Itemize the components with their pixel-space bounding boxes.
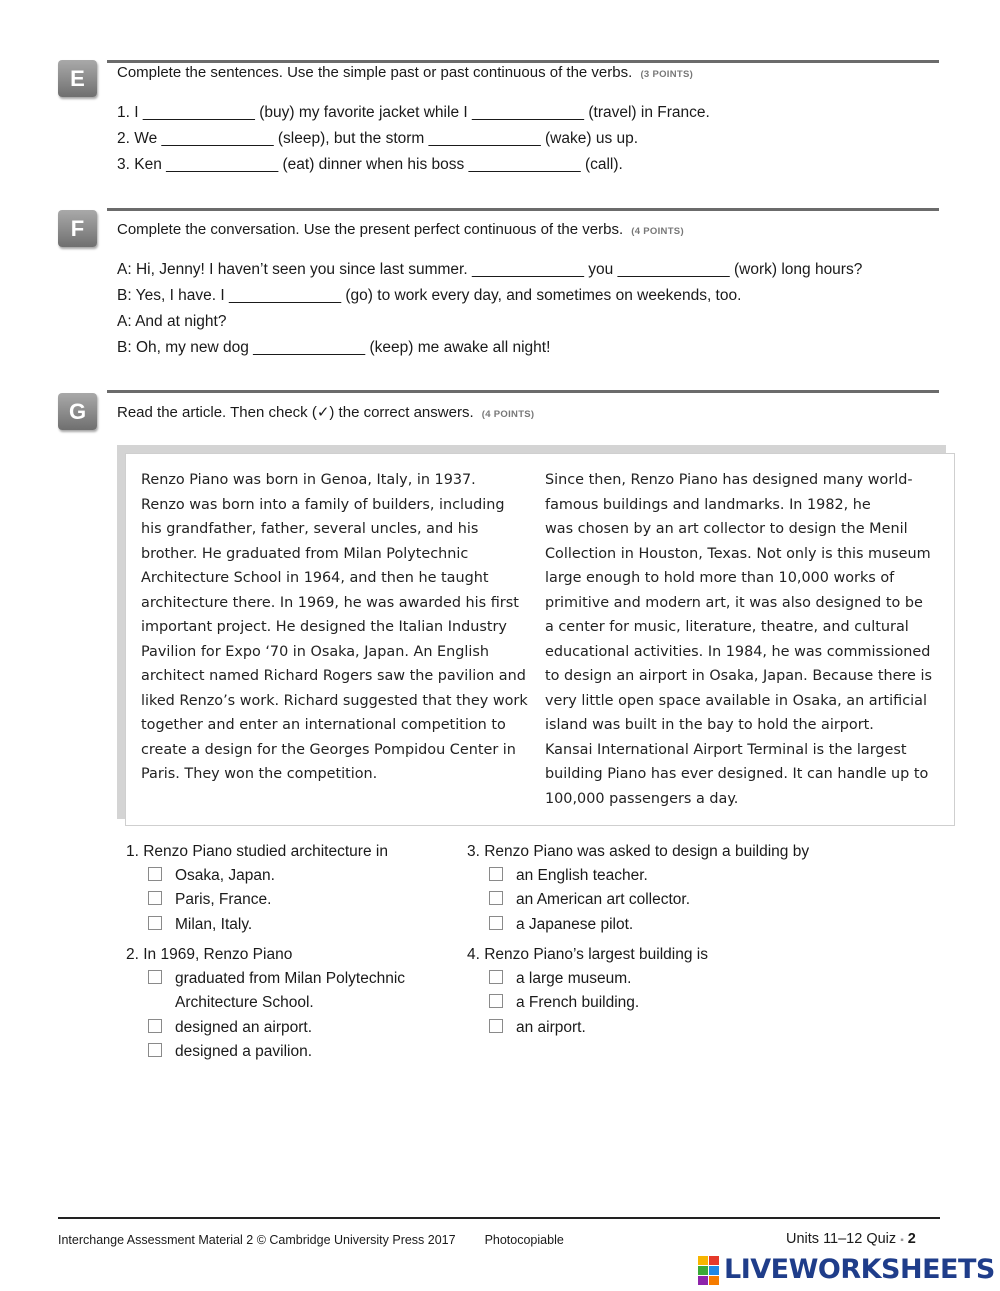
article-line: Pavilion for Expo ‘70 in Osaka, Japan. An English (141, 643, 489, 660)
section-f-rule (107, 208, 939, 211)
question-2-option-3-label: designed a pavilion. (175, 1043, 313, 1060)
article-line: Paris. They won the competition. (141, 766, 378, 782)
article-line: very little open space available in Osaka, an artificial (545, 692, 927, 709)
liveworksheets-blocks-icon (698, 1256, 720, 1286)
question-3-option-2-label: an American art collector. (516, 891, 691, 908)
question-3-option-1-checkbox[interactable] (489, 867, 503, 881)
question-4-option-1-checkbox[interactable] (489, 970, 503, 984)
article-line: primitive and modern art, it was also designed to be (545, 594, 923, 611)
article-line: architecture there. In 1969, he was awarded his first (141, 594, 519, 611)
question-2-option-3-checkbox[interactable] (148, 1043, 162, 1057)
question-4-prompt: 4. Renzo Piano’s largest building is (467, 946, 708, 963)
footer-quiz-label: Units 11–12 Quiz (786, 1231, 897, 1247)
section-f-instruction (117, 221, 684, 238)
question-3-option-3-label: a Japanese pilot. (516, 916, 634, 933)
article-line: a center for music, literature, theatre, and cultural (545, 619, 909, 635)
question-2-option-1-continuation: Architecture School. (175, 994, 314, 1011)
article-line: important project. He designed the Italian Industry (141, 619, 507, 635)
question-4-option-2-label: a French building. (516, 994, 640, 1011)
article-line: architect named Richard Rogers saw the pavilion and (141, 668, 526, 684)
article-right-column (545, 468, 932, 811)
question-4-option-3-label: an airport. (516, 1019, 586, 1036)
section-g-badge: G (58, 393, 97, 430)
section-e-line-1[interactable]: 1. I _____________ (buy) my favorite jacket while I _____________ (travel) in France. (117, 104, 710, 121)
article-line: famous buildings and landmarks. In 1982, he (545, 496, 871, 513)
section-g-rule (107, 390, 939, 393)
section-e-instruction-text: Complete the sentences. Use the simple past or past continuous of the verbs. (117, 64, 633, 81)
liveworksheets-logo[interactable] (698, 1254, 998, 1288)
section-f-instruction-text: Complete the conversation. Use the present perfect continuous of the verbs. (117, 221, 624, 238)
footer-rule (58, 1217, 940, 1219)
question-2-option-2-checkbox[interactable] (148, 1019, 162, 1033)
article-line: create a design for the Georges Pompidou Center in (141, 741, 516, 758)
section-g-instruction (117, 403, 534, 421)
section-e-line-3[interactable]: 3. Ken _____________ (eat) dinner when his boss _____________ (call). (117, 156, 623, 173)
section-e-instruction (117, 64, 693, 81)
question-1-option-3-checkbox[interactable] (148, 916, 162, 930)
question-1-prompt: 1. Renzo Piano studied architecture in (126, 843, 388, 860)
article-line: brother. He graduated from Milan Polytechnic (141, 545, 469, 562)
question-3-option-3-checkbox[interactable] (489, 916, 503, 930)
question-1-option-3-label: Milan, Italy. (175, 916, 253, 933)
question-4-option-3-checkbox[interactable] (489, 1019, 503, 1033)
page-number: 2 (907, 1231, 916, 1247)
article-line: large enough to hold more than 10,000 works of (545, 570, 895, 586)
question-4-option-1-label: a large museum. (516, 970, 632, 987)
article-line: building Piano has ever designed. It can handle up to (545, 766, 929, 782)
article-line: 100,000 passengers a day. (545, 790, 739, 807)
section-e-points: (3 POINTS) (640, 69, 694, 80)
article-line: to design an airport in Osaka, Japan. Because there is (545, 668, 932, 684)
question-4-option-2-checkbox[interactable] (489, 994, 503, 1008)
question-1-option-2-checkbox[interactable] (148, 891, 162, 905)
footer-copyright: Interchange Assessment Material 2 © Cambridge University Press 2017 (58, 1233, 456, 1247)
section-f-line-1[interactable]: A: Hi, Jenny! I haven’t seen you since last summer. _____________ you _____________ (work) long hours? (117, 261, 863, 278)
article-left-column (141, 468, 528, 787)
question-3-option-2-checkbox[interactable] (489, 891, 503, 905)
liveworksheets-logo-text: LIVEWORKSHEETS (724, 1254, 995, 1285)
article-line: liked Renzo’s work. Richard suggested that they work (141, 692, 528, 709)
question-3-prompt: 3. Renzo Piano was asked to design a building by (467, 843, 810, 860)
question-2-option-1-label: graduated from Milan Polytechnic (175, 970, 406, 987)
section-e-badge: E (58, 60, 97, 97)
article-line: island was built in the bay to hold the airport. (545, 717, 874, 733)
section-f-points: (4 POINTS) (631, 226, 684, 237)
question-2-option-1-checkbox[interactable] (148, 970, 162, 984)
footer-left (58, 1233, 564, 1247)
section-f-line-3: A: And at night? (117, 313, 227, 330)
question-1-option-1-checkbox[interactable] (148, 867, 162, 881)
section-f-line-4[interactable]: B: Oh, my new dog _____________ (keep) me awake all night! (117, 339, 551, 356)
footer-right (786, 1231, 916, 1247)
section-g-instruction-text: Read the article. Then check (✓) the correct answers. (117, 404, 474, 421)
article-line: his grandfather, father, several uncles, and his (141, 521, 479, 537)
article-line: Kansai International Airport Terminal is the largest (545, 741, 907, 758)
footer-photocopiable: Photocopiable (484, 1233, 564, 1247)
article-line: Collection in Houston, Texas. Not only is this museum (545, 545, 931, 562)
section-e-line-2[interactable]: 2. We _____________ (sleep), but the storm _____________ (wake) us up. (117, 130, 639, 147)
article-line: Renzo was born into a family of builders, including (141, 496, 505, 513)
article-box (125, 453, 955, 826)
question-1-option-2-label: Paris, France. (175, 891, 272, 908)
question-3-option-1-label: an English teacher. (516, 867, 648, 884)
article-line: educational activities. In 1984, he was commissioned (545, 643, 931, 660)
question-1-option-1-label: Osaka, Japan. (175, 867, 275, 884)
article-line: Renzo Piano was born in Genoa, Italy, in 1937. (141, 472, 476, 488)
question-2-option-2-label: designed an airport. (175, 1019, 313, 1036)
article-line: Architecture School in 1964, and then he taught (141, 570, 489, 586)
article-line: Since then, Renzo Piano has designed many world- (545, 472, 913, 488)
footer-separator: ▪ (900, 1235, 904, 1246)
section-g-points: (4 POINTS) (481, 409, 535, 420)
article-line: together and enter an international competition to (141, 717, 506, 733)
section-f-line-2[interactable]: B: Yes, I have. I _____________ (go) to work every day, and sometimes on weekends, too. (117, 287, 742, 304)
section-f-badge: F (58, 210, 97, 247)
section-e-rule (107, 60, 939, 63)
article-line: was chosen by an art collector to design the Menil (545, 521, 908, 537)
question-2-prompt: 2. In 1969, Renzo Piano (126, 946, 293, 963)
